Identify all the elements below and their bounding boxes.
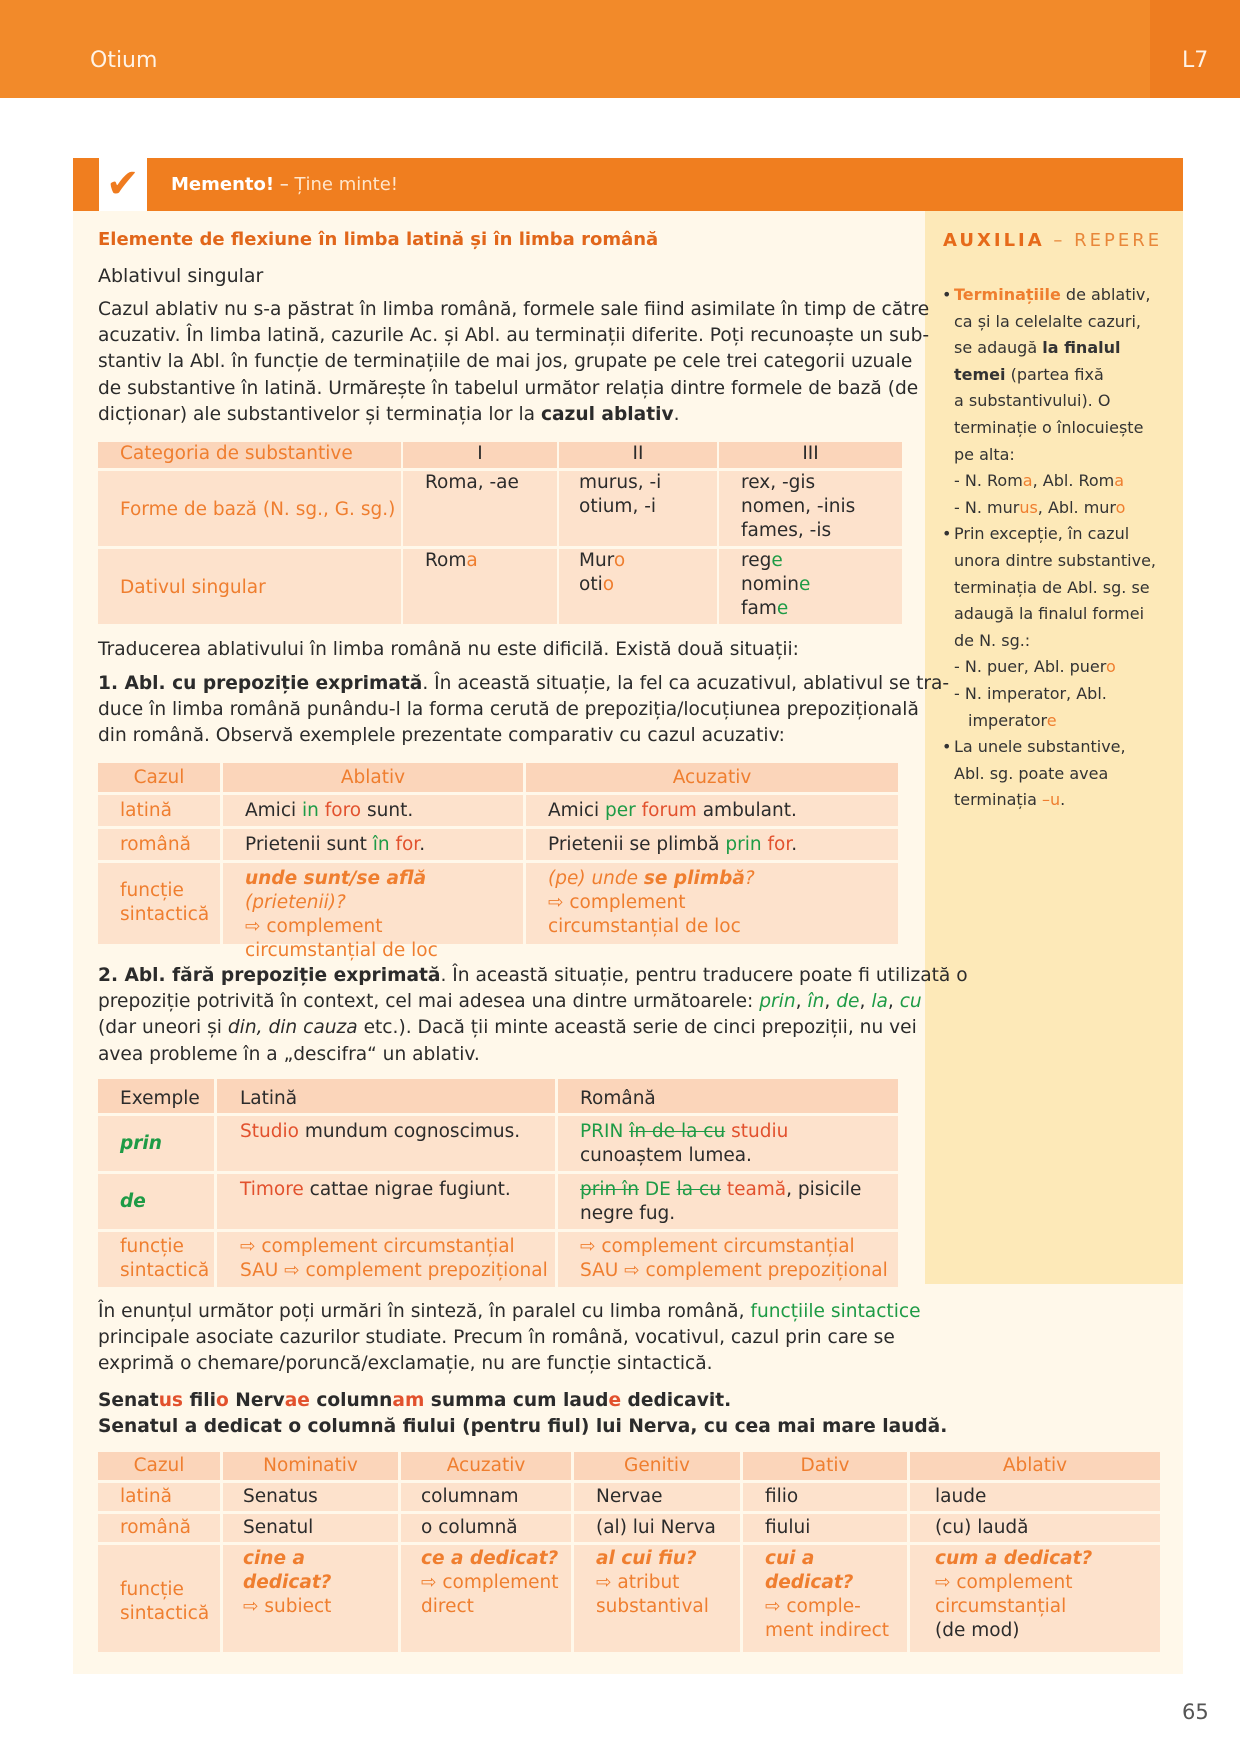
auxilia-bullet-2: • Prin excepție, în cazul — [940, 521, 1180, 548]
romanian-sentence: Senatul a dedicat o columnă fiului (pentru fiul) lui Nerva, cu cea mai mare laudă. — [98, 1416, 948, 1437]
header-title: Otium — [90, 48, 158, 73]
lesson-tab — [1150, 0, 1240, 98]
auxilia-body: • Terminațiile de ablativ, ca și la celelalte cazuri, se adaugă la finalul temei (partea fixă a substantivului). O terminație o înlocuiește pe alta: - N. Roma, Abl. Roma - N. murus, Abl. muro • Prin excepție, în cazul unora dintre substantive, terminația de Abl. sg. se adaugă la finalul formei de N. sg.: - N. puer, Abl. puero - N. imperator, Abl. imperatore • La unele substantive, Abl. sg. poate avea terminația –u. — [940, 282, 1180, 814]
intro-paragraph: Cazul ablativ nu s-a păstrat în limba română, formele sale fiind asimilate în timp de către acuzativ. În limba latină, cazurile Ac. și Abl. au terminații diferite. Poți recunoaște un sub- stantiv la Abl. în funcție de terminațiile de mai jos, grupate pe cele trei categorii uzuale de substantive în latină. Urmărește în tabelul următor relația dintre formele de bază (de dicționar) ale substantivelor și terminația lor la cazul ablativ. — [98, 299, 930, 425]
point-1-paragraph: 1. Abl. cu prepoziție exprimată. În această situație, la fel ca acuzativul, ablativul se tra- duce în limba română punându-l la forma cerută de prepoziția/locuțiunea prepozițională din română. Observă exemplele prezentate comparativ cu cazul acuzativ: — [98, 673, 950, 747]
auxilia-title: AUXILIA – REPERE — [943, 230, 1163, 251]
auxilia-example: - N. Roma, Abl. Roma — [954, 471, 1125, 491]
auxilia-example: - N. murus, Abl. muro — [954, 497, 1126, 517]
auxilia-example: - N. puer, Abl. puero — [954, 657, 1116, 677]
section-title: Elemente de flexiune în limba latină și în limba română — [98, 229, 659, 250]
memento-bar — [73, 158, 1183, 211]
synthesis-paragraph: În enunțul următor poți urmări în sinteză, în paralel cu limba română, funcțiile sintactice principale asociate cazurilor studiate. Precum în română, vocativul, cazul prin care se exprimă o chemare/poruncă/exclamație, nu are funcție sintactică. — [98, 1301, 921, 1375]
point-2-paragraph: 2. Abl. fără prepoziție exprimată. În această situație, pentru traducere poate fi utilizată o prepoziție potrivită în context, cel mai adesea una dintre următoarele: prin, în, de, la, cu (dar uneori și din, din cauza etc.). Dacă ții minte această serie de cinci prepoziții, nu vei avea probleme în a „descifra“ un ablativ. — [98, 965, 968, 1065]
auxilia-bullet-1: • Terminațiile de ablativ, — [940, 282, 1180, 309]
page-number: 65 — [1182, 1700, 1209, 1724]
auxilia-example: - N. imperator, Abl. — [954, 683, 1107, 703]
latin-sentence: Senatus filio Nervae columnam summa cum laude dedicavit. — [98, 1390, 732, 1411]
translation-note: Traducerea ablativului în limba română nu este dificilă. Există două situații: — [98, 639, 799, 660]
memento-title: Memento! – Ține minte! — [171, 174, 399, 195]
checkmark-icon: ✔ — [99, 158, 147, 211]
page-header — [0, 0, 1240, 98]
auxilia-bullet-3: • La unele substantive, — [940, 734, 1180, 761]
subsection-title: Ablativul singular — [98, 265, 264, 287]
lesson-label: L7 — [1182, 48, 1209, 73]
